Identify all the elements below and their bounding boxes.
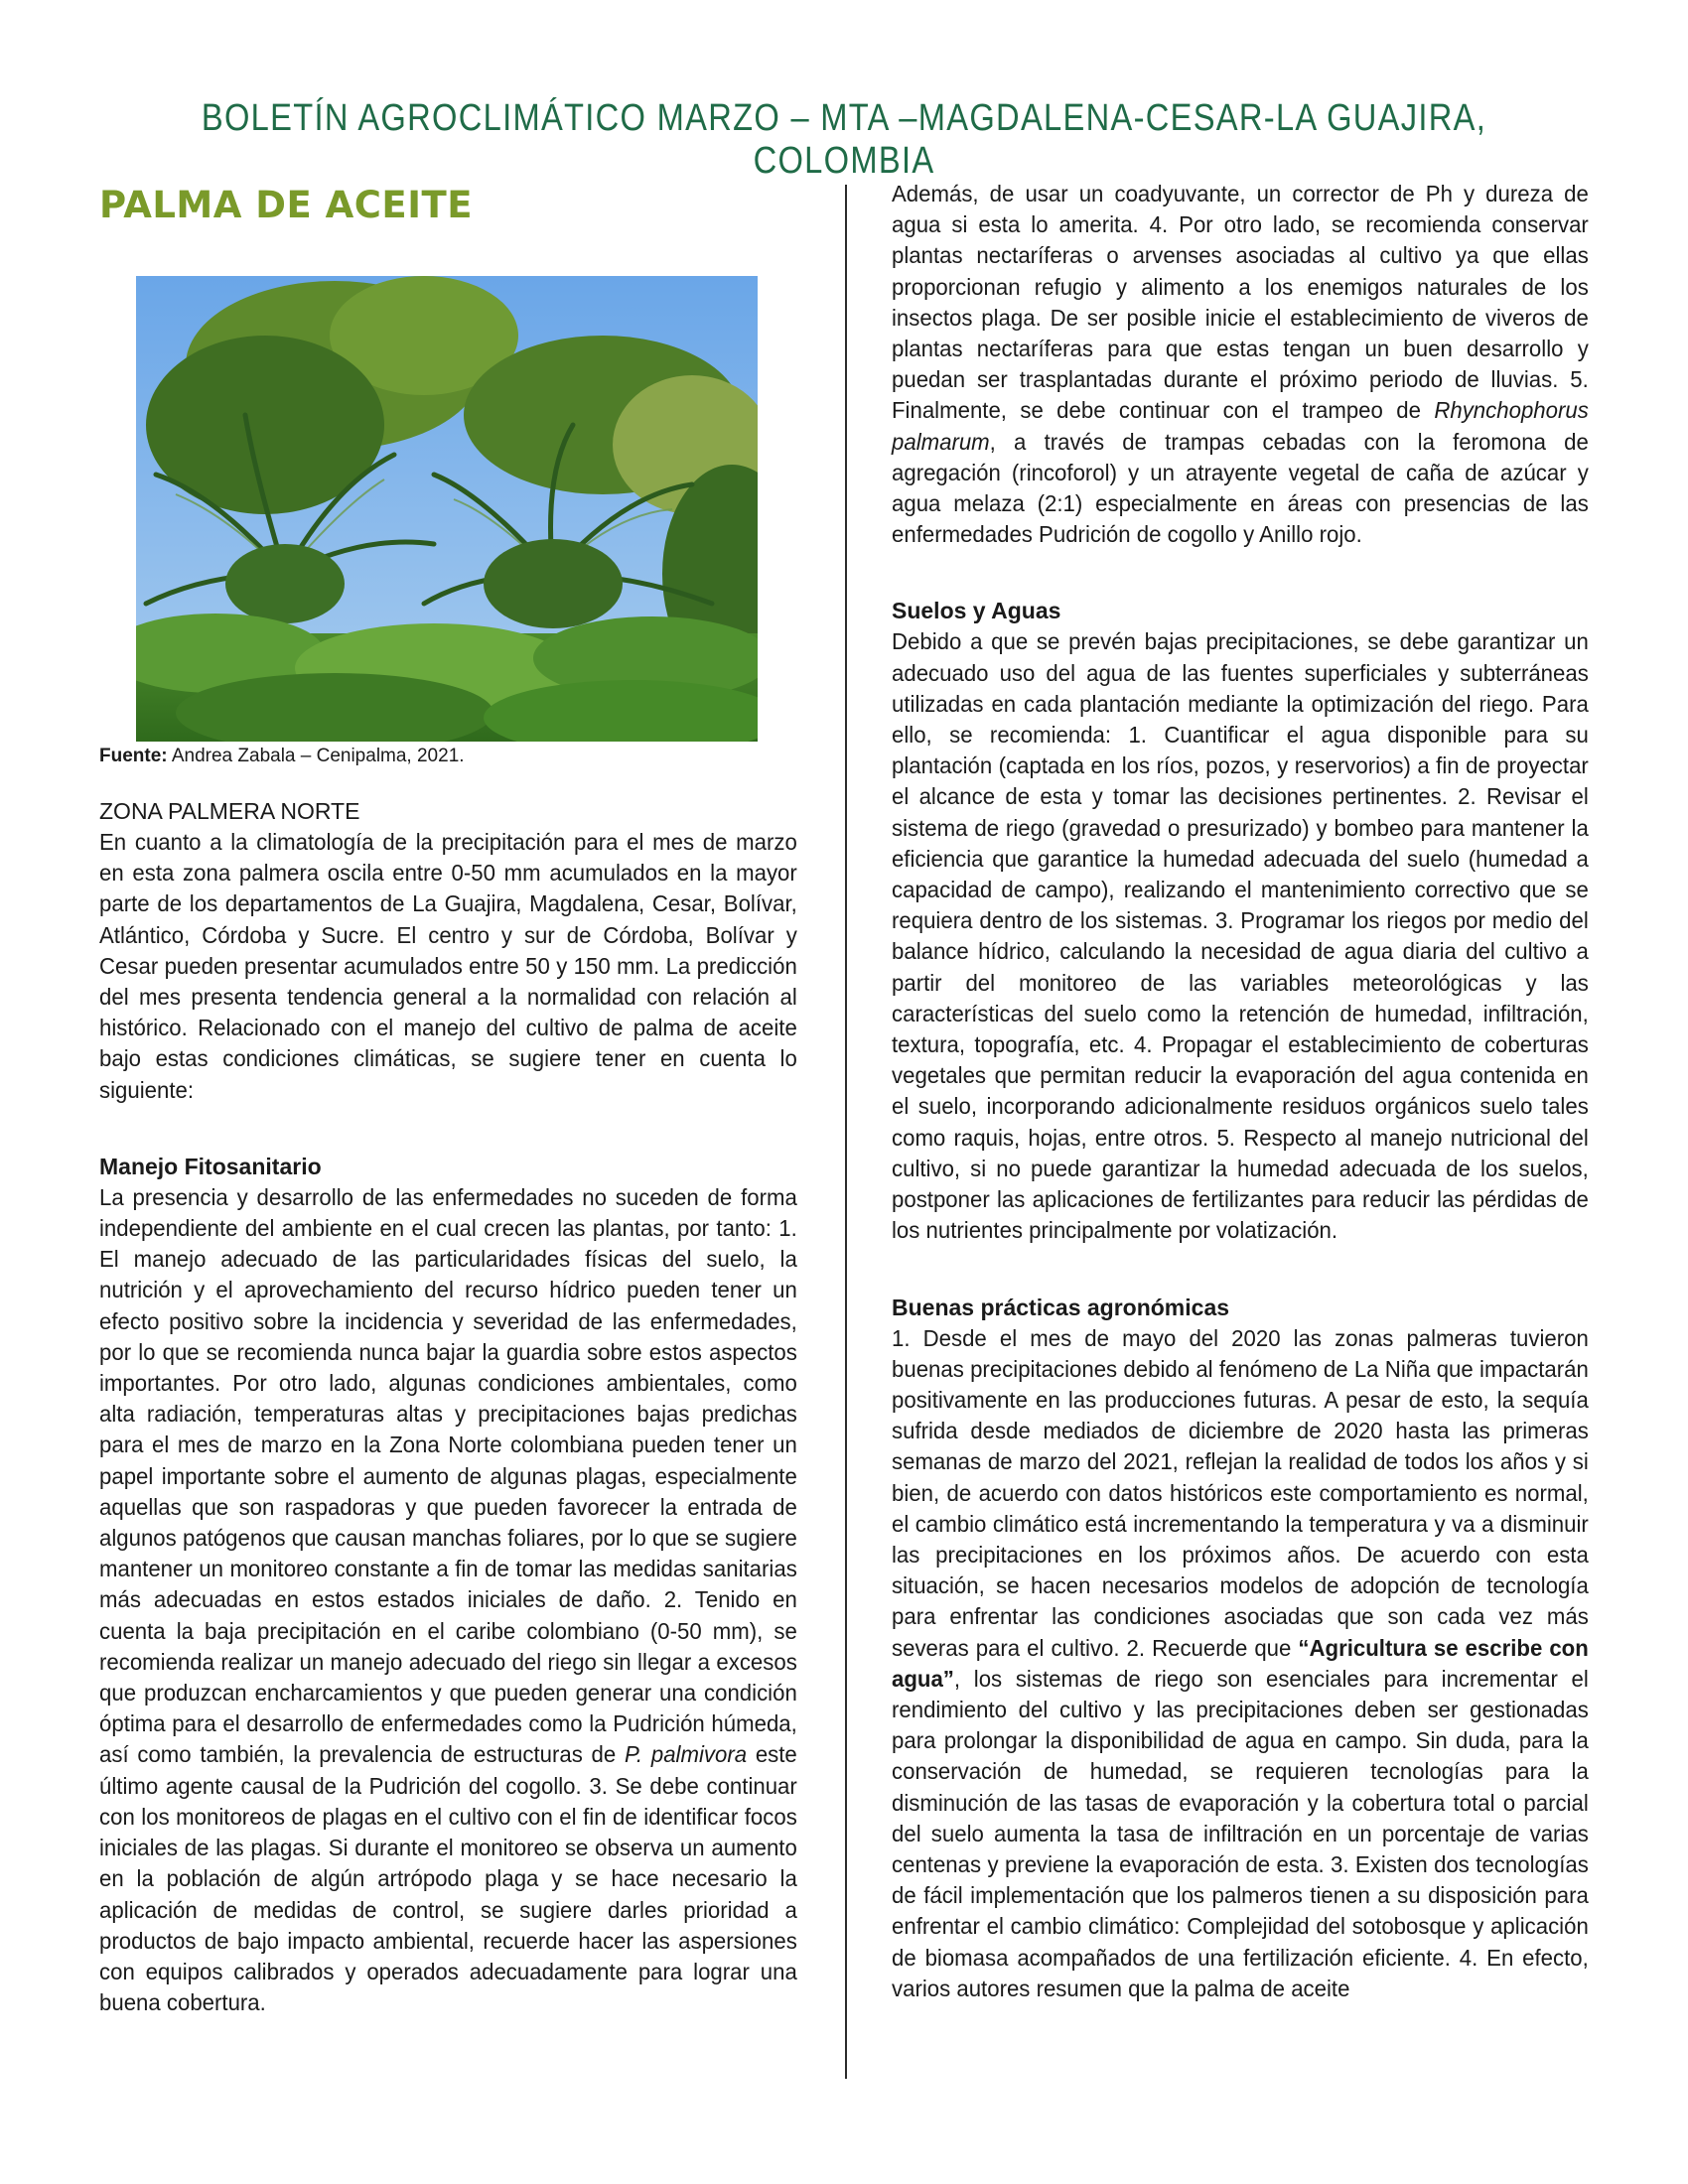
- right-column: [892, 179, 1589, 2004]
- oil-palm-photo: [136, 276, 758, 742]
- bpa-heading: Buenas prácticas agronómicas: [892, 1294, 1230, 1320]
- zona-paragraph: En cuanto a la climatología de la precipitación para el mes de marzo en esta zona palmera oscila entre 0-50 mm acumulados en la mayor parte de los departamentos de La Guajira, Magdalena, Cesar, Bolívar, Atlántico, Córdoba y Sucre. El centro y sur de Córdoba, Bolívar y Cesar pueden presentar acumulados entre 50 y 150 mm. La predicción del mes presenta tendencia general a la normalidad con relación al histórico. Relacionado con el manejo del cultivo de palma de aceite bajo estas condiciones climáticas, se sugiere tener en cuenta lo siguiente:: [99, 829, 797, 1103]
- bulletin-header: BOLETÍN AGROCLIMÁTICO MARZO – MTA –MAGDALENA-CESAR-LA GUAJIRA, COLOMBIA: [201, 97, 1487, 182]
- section-title: PALMA DE ACEITE: [99, 184, 473, 226]
- bpa-paragraph: 1. Desde el mes de mayo del 2020 las zonas palmeras tuvieron buenas precipitaciones debido al fenómeno de La Niña que impactarán positivamente en las producciones futuras. A pesar de esto, la sequía sufrida desde mediados de diciembre de 2020 hasta las primeras semanas de marzo del 2021, reflejan la realidad de todos los años y si bien, de acuerdo con datos históricos este comportamiento es normal, el cambio climático está incrementando la temperatura y va a disminuir las precipitaciones en los próximos años. De acuerdo con esta situación, se hacen necesarios modelos de adopción de tecnología para enfrentar las condiciones asociadas que son cada vez más severas para el cultivo. 2. Recuerde que “Agricultura se escribe con agua”, los sistemas de riego son esenciales para incrementar el rendimiento del cultivo y las precipitaciones deben ser gestionadas para prolongar la disponibilidad de agua en campo. Sin duda, para la conservación de humedad, se requieren tecnologías para la disminución de las tasas de evaporación y la cobertura total o parcial del suelo aumenta la tasa de infiltración en un porcentaje de varias centenas y previene la evaporación de esta. 3. Existen dos tecnologías de fácil implementación que los palmeros tienen a su disposición para enfrentar el cambio climático: Complejidad del sotobosque y aplicación de biomasa acompañados de una fertilización eficiente. 4. En efecto, varios autores resumen que la palma de aceite: [892, 1324, 1589, 2001]
- fitosanitario-heading: Manejo Fitosanitario: [99, 1153, 322, 1179]
- species-name: P. palmivora: [624, 1741, 748, 1768]
- figure-caption: [99, 745, 465, 768]
- continuation-paragraph: Además, de usar un coadyuvante, un corrector de Ph y dureza de agua si esta lo amerita. 4. Por otro lado, se recomienda conservar plantas nectaríferas o arvenses asociadas al cultivo ya que ellas proporcionan refugio y alimento a los enemigos naturales de los insectos plaga. De ser posible inicie el establecimiento de viveros de plantas nectaríferas para que estas tengan un buen desarrollo y puedan ser trasplantadas durante el próximo periodo de lluvias. 5. Finalmente, se debe continuar con el trampeo de Rhynchophorus palmarum, a través de trampas cebadas con la feromona de agregación (rincoforol) y un atrayente vegetal de caña de azúcar y agua melaza (2:1) especialmente en áreas con presencias de las enfermedades Pudrición de cogollo y Anillo rojo.: [892, 181, 1589, 548]
- suelos-heading: Suelos y Aguas: [892, 598, 1061, 624]
- caption-label: Fuente:: [99, 746, 168, 766]
- zona-heading: ZONA PALMERA NORTE: [99, 798, 360, 824]
- quote-emphasis: “Agricultura se escribe con agua”: [892, 1634, 1589, 1692]
- left-column: [99, 796, 797, 2018]
- species-name: Rhynchophorus palmarum: [892, 397, 1589, 455]
- fitosanitario-paragraph: La presencia y desarrollo de las enfermedades no suceden de forma independiente del ambiente en el cual crecen las plantas, por tanto: 1. El manejo adecuado de las particularidades físicas del suelo, la nutrición y el aprovechamiento del recurso hídrico pueden tener un efecto positivo sobre la incidencia y severidad de las enfermedades, por lo que se recomienda nunca bajar la guardia sobre estos aspectos importantes. Por otro lado, algunas condiciones ambientales, como alta radiación, temperaturas altas y precipitaciones bajas predichas para el mes de marzo en la Zona Norte colombiana pueden tener un papel importante sobre el aumento de algunas plagas, especialmente aquellas que son raspadoras y que pueden favorecer la entrada de algunos patógenos que causan manchas foliares, por lo que se sugiere mantener un monitoreo constante a fin de tomar las medidas sanitarias más adecuadas en estos estados iniciales de daño. 2. Tenido en cuenta la baja precipitación en el caribe colombiano (0-50 mm), se recomienda realizar un manejo adecuado del riego sin llegar a excesos que produzcan encharcamientos y que pueden generar una condición óptima para el desarrollo de enfermedades como la Pudrición húmeda, así como también, la prevalencia de estructuras de P. palmivora este último agente causal de la Pudrición del cogollo. 3. Se debe continuar con los monitoreos de plagas en el cultivo con el fin de identificar focos iniciales de las plagas. Si durante el monitoreo se observa un aumento en la población de algún artrópodo plaga y se hace necesario la aplicación de medidas de control, se sugiere darles prioridad a productos de bajo impacto ambiental, recuerde hacer las aspersiones con equipos calibrados y operados adecuadamente para lograr una buena cobertura.: [99, 1183, 797, 2016]
- suelos-paragraph: Debido a que se prevén bajas precipitaciones, se debe garantizar un adecuado uso del agua de las fuentes superficiales y subterráneas utilizadas en cada plantación mediante la optimización del riego. Para ello, se recomienda: 1. Cuantificar el agua disponible para su plantación (captada en los ríos, pozos, y reservorios) a fin de proyectar el alcance de esta y tomar las decisiones pertinentes. 2. Revisar el sistema de riego (gravedad o presurizado) y bombeo para mantener la eficiencia que garantice la humedad adecuada del suelo (humedad a capacidad de campo), realizando el mantenimiento correctivo que se requiera dentro de los sistemas. 3. Programar los riegos por medio del balance hídrico, calculando la necesidad de agua diaria del cultivo a partir del monitoreo de las variables meteorológicas y las características del suelo como la retención de humedad, infiltración, textura, topografía, etc. 4. Propagar el establecimiento de coberturas vegetales que permitan reducir la evaporación del agua contenida en el suelo, incorporando adicionalmente residuos orgánicos suelo tales como raquis, hojas, entre otros. 5. Respecto al manejo nutricional del cultivo, si no puede garantizar la humedad adecuada de los suelos, postponer las aplicaciones de fertilizantes para reducir las pérdidas de los nutrientes principalmente por volatización.: [892, 628, 1589, 1244]
- caption-text: Andrea Zabala – Cenipalma, 2021.: [171, 746, 465, 766]
- column-divider: [845, 185, 847, 2079]
